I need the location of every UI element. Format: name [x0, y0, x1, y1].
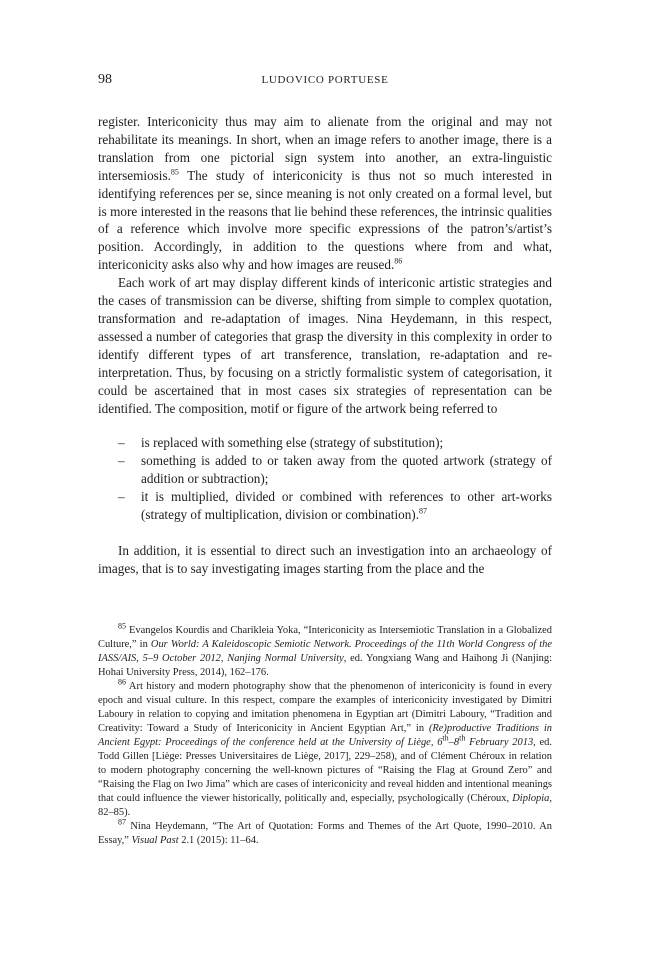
main-text	[98, 113, 552, 578]
page-header	[98, 72, 552, 96]
paragraph-3: In addition, it is essential to direct such an investigation into an archaeology of images, that is to say investigating images starting from the place and the	[98, 542, 552, 576]
paragraph-1: register. Intericonicity thus may aim to alienate from the original and may not rehabilitate its meanings. In short, when an image refers to another image, there is a translation from one pictorial sign system into another, an extra-linguistic intersemiosis.$^{85}$ The study of intericonicity is thus not so much interested in identifying references per se, since meaning is not only created on a formal level, but is more interested in the reasons that lie behind these references, the intrinsic qualities of a reference which involve more specific expressions of the patron’s/artist’s position. Accordingly, in addition to the questions where from and what, intericonicity asks also why and how images are reused.$^{86}$	[98, 114, 552, 273]
footnote-85: $^{85}$ Evangelos Kourdis and Charikleia Yoka, “Intericonicity as Intersemiotic Translation in a Globalized Culture,” in Our World: A Kaleidoscopic Semiotic Network. Proceedings of the 11th World Congress of the IASS/AIS, 5–9 October 2012, Nanjing Normal University, ed. Yongxiang Wang and Haihong Ji (Nanjing: Hohai University Press, 2014), 162–176.	[98, 621, 552, 678]
book-page	[98, 72, 552, 849]
page-number: 98	[98, 72, 112, 87]
footnote-86: $^{86}$ Art history and modern photography show that the phenomenon of intericonicity is found in every epoch and visual culture. In this respect, compare the examples of intericonicity investigated by Dimitri Laboury in relation to copying and imitation phenomena in Egyptian art (Dimitri Laboury, “Tradition and Creativity: Toward a Study of Intericonicity in Ancient Egyptian Art,” in (Re)productive Traditions in Ancient Egypt: Proceedings of the conference held at the University of Liège, 6th–8th February 2013, ed. Todd Gillen [Liège: Presses Universitaires de Liège, 2017], 229–258), and of Clément Chéroux in relation to modern photography concerning the well-known pictures of “Raising the Flag at Ground Zero” and “Raising the Flag on Iwo Jima” which are cases of intericonicity and reveal hidden and intentional meanings that could influence the viewer historically, politically and, especially, psychologically (Chéroux, Diplopia, 82–85).	[98, 677, 553, 819]
list-item: – it is multiplied, divided or combined with references to other art-works (strategy of multiplication, division or combination).$^{87}$	[118, 489, 552, 523]
footnote-87: $^{87}$ Nina Heydemann, “The Art of Quotation: Forms and Themes of the Art Quote, 1990–2010. An Essay,” Visual Past 2.1 (2015): 11–64.	[98, 817, 552, 847]
strategy-list	[98, 434, 552, 524]
paragraph-2: Each work of art may display different kinds of intericonic artistic strategies and the cases of transmission can be diverse, shifting from simple to complex quotation, transformation and re-adaptation of images. Nina Heydemann, in this respect, assessed a number of categories that grasp the diversity in this complexity in order to identify different types of art transference, translation, re-adaptation and re-interpretation. Thus, by focusing on a strictly formalistic system of categorisation, it could be ascertained that in most cases six strategies of representation can be identified. The composition, motif or figure of the artwork being referred to	[98, 275, 552, 416]
footnote-ref-86[interactable]: 86	[394, 256, 403, 266]
list-dash: –	[118, 435, 125, 451]
footnote-ref-85[interactable]: 85	[170, 167, 179, 177]
footnote-ref-87[interactable]: 87	[419, 506, 427, 516]
running-head: LUDOVICO PORTUESE	[261, 74, 389, 86]
footnotes	[98, 621, 553, 849]
list-item: – something is added to or taken away from the quoted artwork (strategy of addition or subtraction);	[118, 453, 552, 487]
list-item: – is replaced with something else (strategy of substitution);	[118, 435, 444, 451]
list-dash: –	[118, 453, 125, 469]
list-dash: –	[118, 489, 125, 505]
